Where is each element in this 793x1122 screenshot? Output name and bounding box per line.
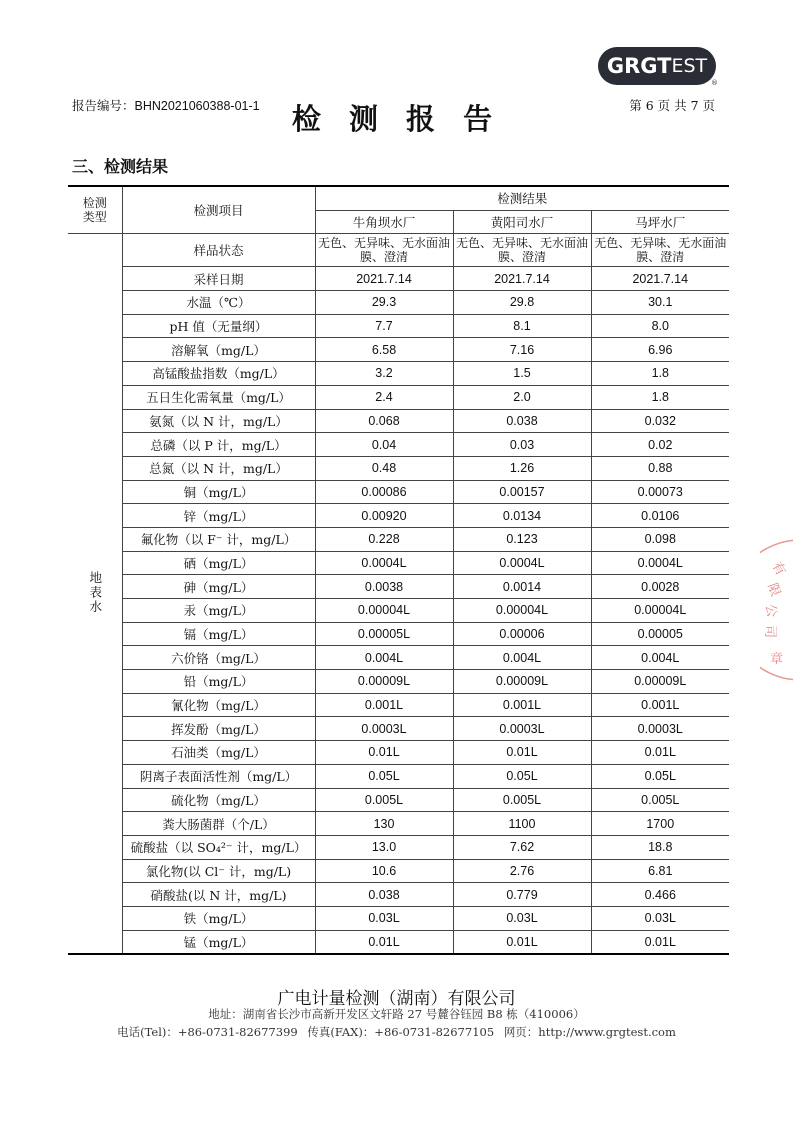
document-title: 检 测 报 告 (291, 102, 502, 136)
value-cell: 6.81 (591, 859, 729, 883)
value-cell: 1.8 (591, 385, 729, 409)
header-item: 检测项目 (122, 186, 315, 234)
table-row (68, 362, 729, 386)
item-cell: pH 值（无量纲） (122, 314, 315, 338)
value-cell: 0.03L (453, 906, 591, 930)
value-cell: 0.48 (315, 456, 453, 480)
value-cell: 0.00005L (315, 622, 453, 646)
value-cell: 0.0038 (315, 575, 453, 599)
table-row (68, 480, 729, 504)
footer-fax: 传真(FAX)：+86-0731-82677105 (307, 1025, 495, 1039)
table-row (68, 788, 729, 812)
footer-company: 广电计量检测（湖南）有限公司 (277, 989, 516, 1009)
item-cell: 镉（mg/L） (122, 622, 315, 646)
item-cell: 硫酸盐（以 SO₄²⁻ 计，mg/L） (122, 835, 315, 859)
value-cell: 8.1 (453, 314, 591, 338)
item-cell: 砷（mg/L） (122, 575, 315, 599)
table-row (68, 527, 729, 551)
table-row (68, 906, 729, 930)
value-cell: 0.88 (591, 456, 729, 480)
value-cell: 0.03L (591, 906, 729, 930)
value-cell: 0.032 (591, 409, 729, 433)
footer-web: 网页：http://www.grgtest.com (503, 1025, 676, 1039)
table-row (68, 409, 729, 433)
item-cell: 六价铬（mg/L） (122, 646, 315, 670)
table-row (68, 693, 729, 717)
value-cell: 0.779 (453, 883, 591, 907)
table-row (68, 930, 729, 954)
table-row (68, 812, 729, 836)
item-cell: 总磷（以 P 计，mg/L） (122, 433, 315, 457)
value-cell: 0.00006 (453, 622, 591, 646)
table-row (68, 622, 729, 646)
value-cell: 0.004L (453, 646, 591, 670)
value-cell: 0.001L (315, 693, 453, 717)
value-cell: 2.76 (453, 859, 591, 883)
value-cell: 130 (315, 812, 453, 836)
item-cell: 铁（mg/L） (122, 906, 315, 930)
item-cell: 氰化物（mg/L） (122, 693, 315, 717)
table-row (68, 859, 729, 883)
value-cell: 0.00073 (591, 480, 729, 504)
item-cell: 硝酸盐(以 N 计，mg/L) (122, 883, 315, 907)
value-cell: 0.0106 (591, 504, 729, 528)
item-cell: 石油类（mg/L） (122, 741, 315, 765)
value-cell: 1.26 (453, 456, 591, 480)
value-cell: 0.004L (591, 646, 729, 670)
value-cell: 0.123 (453, 527, 591, 551)
value-cell: 0.0134 (453, 504, 591, 528)
header-type: 检测类型 (68, 186, 122, 234)
item-cell: 粪大肠菌群（个/L） (122, 812, 315, 836)
value-cell: 29.8 (453, 291, 591, 315)
table-row (68, 646, 729, 670)
item-cell: 样品状态 (122, 234, 315, 267)
table-row (68, 764, 729, 788)
value-cell: 0.05L (453, 764, 591, 788)
value-cell: 1.5 (453, 362, 591, 386)
value-cell: 6.58 (315, 338, 453, 362)
value-cell: 2.0 (453, 385, 591, 409)
value-cell: 30.1 (591, 291, 729, 315)
table-row (68, 314, 729, 338)
item-cell: 铜（mg/L） (122, 480, 315, 504)
value-cell: 0.228 (315, 527, 453, 551)
value-cell: 0.00086 (315, 480, 453, 504)
header-results: 检测结果 (315, 186, 729, 210)
value-cell: 0.098 (591, 527, 729, 551)
value-cell: 0.004L (315, 646, 453, 670)
value-cell: 10.6 (315, 859, 453, 883)
item-cell: 采样日期 (122, 267, 315, 291)
value-cell: 0.01L (591, 930, 729, 954)
footer-address: 地址：湖南省长沙市高新开发区文轩路 27 号麓谷钰园 B8 栋（410006） (208, 1007, 585, 1021)
value-cell: 1.8 (591, 362, 729, 386)
item-cell: 挥发酚（mg/L） (122, 717, 315, 741)
value-cell: 0.0028 (591, 575, 729, 599)
value-cell: 0.00157 (453, 480, 591, 504)
logo-brand-bold: GRGT (606, 54, 672, 78)
value-cell: 0.00920 (315, 504, 453, 528)
item-cell: 水温（℃） (122, 291, 315, 315)
table-row (68, 551, 729, 575)
item-cell: 高锰酸盐指数（mg/L） (122, 362, 315, 386)
value-cell: 0.01L (315, 930, 453, 954)
table-row (68, 234, 729, 267)
table-row (68, 575, 729, 599)
table-row (68, 504, 729, 528)
logo-brand-light: EST (671, 55, 708, 77)
category-label: 地表水 (87, 570, 103, 615)
value-cell: 0.00004L (591, 599, 729, 623)
footer-tel: 电话(Tel)：+86-0731-82677399 (117, 1025, 298, 1039)
value-cell: 7.16 (453, 338, 591, 362)
value-cell: 0.00009L (591, 670, 729, 694)
value-cell: 0.00009L (453, 670, 591, 694)
svg-text:公: 公 (762, 603, 780, 619)
value-cell: 0.0004L (591, 551, 729, 575)
value-cell: 0.0014 (453, 575, 591, 599)
value-cell: 13.0 (315, 835, 453, 859)
item-cell: 硒（mg/L） (122, 551, 315, 575)
value-cell: 2021.7.14 (591, 267, 729, 291)
value-cell: 7.62 (453, 835, 591, 859)
value-cell: 0.0004L (315, 551, 453, 575)
value-cell: 8.0 (591, 314, 729, 338)
value-cell: 无色、无异味、无水面油膜、澄清 (591, 234, 729, 267)
item-cell: 锌（mg/L） (122, 504, 315, 528)
table-row (68, 599, 729, 623)
header-site-1: 牛角坝水厂 (315, 210, 453, 234)
value-cell: 0.01L (315, 741, 453, 765)
value-cell: 0.001L (453, 693, 591, 717)
value-cell: 0.05L (591, 764, 729, 788)
table-row (68, 456, 729, 480)
value-cell: 29.3 (315, 291, 453, 315)
table-row (68, 291, 729, 315)
svg-text:有: 有 (768, 559, 789, 579)
item-cell: 溶解氧（mg/L） (122, 338, 315, 362)
value-cell: 0.03 (453, 433, 591, 457)
value-cell: 0.04 (315, 433, 453, 457)
company-seal (760, 535, 793, 685)
item-cell: 氨氮（以 N 计，mg/L） (122, 409, 315, 433)
value-cell: 无色、无异味、无水面油膜、澄清 (315, 234, 453, 267)
value-cell: 0.02 (591, 433, 729, 457)
item-cell: 氟化物（以 F⁻ 计，mg/L） (122, 527, 315, 551)
value-cell: 0.00004L (315, 599, 453, 623)
value-cell: 1100 (453, 812, 591, 836)
value-cell: 0.01L (453, 930, 591, 954)
svg-text:司: 司 (762, 625, 777, 639)
item-cell: 五日生化需氧量（mg/L） (122, 385, 315, 409)
header-site-2: 黄阳司水厂 (453, 210, 591, 234)
item-cell: 硫化物（mg/L） (122, 788, 315, 812)
value-cell: 0.00004L (453, 599, 591, 623)
grgtest-logo (598, 47, 716, 85)
value-cell: 0.0003L (453, 717, 591, 741)
item-cell: 汞（mg/L） (122, 599, 315, 623)
item-cell: 阴离子表面活性剂（mg/L） (122, 764, 315, 788)
svg-text:限: 限 (764, 581, 783, 599)
value-cell: 0.466 (591, 883, 729, 907)
value-cell: 0.038 (315, 883, 453, 907)
value-cell: 1700 (591, 812, 729, 836)
value-cell: 6.96 (591, 338, 729, 362)
results-table (68, 185, 729, 955)
value-cell: 0.005L (453, 788, 591, 812)
report-number: 报告编号：BHN2021060388-01-1 (72, 99, 260, 113)
value-cell: 0.00005 (591, 622, 729, 646)
table-row (68, 385, 729, 409)
value-cell: 2.4 (315, 385, 453, 409)
table-row (68, 433, 729, 457)
table-row (68, 338, 729, 362)
section-title: 三、检测结果 (72, 157, 169, 176)
value-cell: 0.038 (453, 409, 591, 433)
value-cell: 2021.7.14 (453, 267, 591, 291)
registered-mark: ® (711, 79, 718, 87)
value-cell: 0.0003L (315, 717, 453, 741)
value-cell: 0.001L (591, 693, 729, 717)
table-row (68, 717, 729, 741)
value-cell: 无色、无异味、无水面油膜、澄清 (453, 234, 591, 267)
value-cell: 0.005L (591, 788, 729, 812)
value-cell: 0.0003L (591, 717, 729, 741)
value-cell: 0.068 (315, 409, 453, 433)
header-site-3: 马坪水厂 (591, 210, 729, 234)
value-cell: 3.2 (315, 362, 453, 386)
value-cell: 0.00009L (315, 670, 453, 694)
table-row (68, 741, 729, 765)
category-cell (68, 234, 122, 954)
table-row (68, 883, 729, 907)
value-cell: 0.03L (315, 906, 453, 930)
value-cell: 7.7 (315, 314, 453, 338)
value-cell: 0.05L (315, 764, 453, 788)
table-row (68, 267, 729, 291)
value-cell: 0.005L (315, 788, 453, 812)
table-row (68, 670, 729, 694)
item-cell: 总氮（以 N 计，mg/L） (122, 456, 315, 480)
item-cell: 氯化物(以 Cl⁻ 计，mg/L) (122, 859, 315, 883)
value-cell: 2021.7.14 (315, 267, 453, 291)
value-cell: 0.0004L (453, 551, 591, 575)
item-cell: 锰（mg/L） (122, 930, 315, 954)
value-cell: 0.01L (453, 741, 591, 765)
svg-text:章: 章 (770, 652, 784, 667)
value-cell: 18.8 (591, 835, 729, 859)
table-row (68, 835, 729, 859)
item-cell: 铅（mg/L） (122, 670, 315, 694)
value-cell: 0.01L (591, 741, 729, 765)
footer-contact (0, 1024, 793, 1040)
page-info: 第 6 页 共 7 页 (629, 98, 715, 113)
